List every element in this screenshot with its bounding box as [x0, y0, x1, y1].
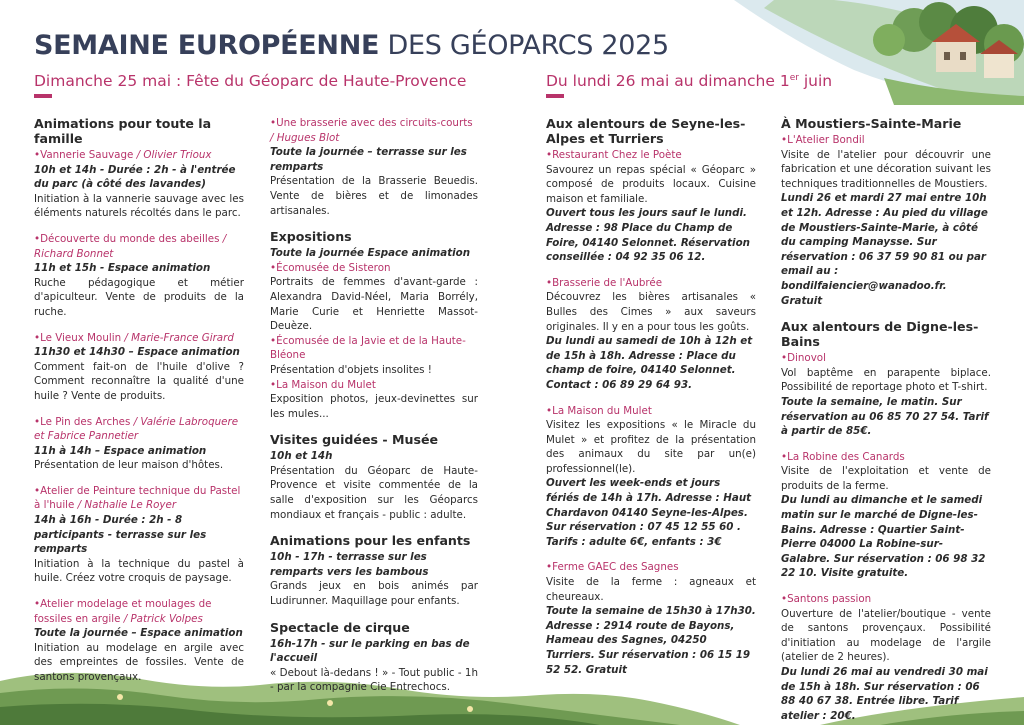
page-title: SEMAINE EUROPÉENNE DES GÉOPARCS 2025: [34, 30, 669, 61]
section-title: Aux alentours de Seyne-les-Alpes et Turriers: [546, 116, 746, 146]
column-family-activities: [34, 116, 244, 696]
column-expositions: •Une brasserie avec des circuits-courts / Hugues Blot Toute la journée – terrasse sur les remparts Présentation de la Brasserie Beuedis. Vente de bières et de limonades artisanales. Expositions Toute la journée Espace animation •Écomusée de Sisteron Portraits de femmes d'avant-garde : Alexandra David-Néel, Maria Borrély, Marie Curie et Henriette Massot-Deuèze. •Écomusée de la Javie et de la Haute-Bléone Présentation d'objets insolites ! •La Maison du Mulet Exposition photos, jeux-devinettes sur les mules... Visites guidées - Musée 10h et 14h Présentation du Géoparc de Haute-Provence et visite commentée de la salle d'exposition sur les Géoparcs mondiaux et français - public : adulte. Animations pour les enfants 10h - 17h - terrasse sur les remparts vers les bambous Grands jeux en bois animés par Ludirunner. Maquillage pour enfants. Spectacle de cirque 16h-17h - sur le parking en bas de l'accueil « Debout là-dedans ! » - Tout public - 1h - par la compagnie Cie Entrechocs.: [270, 117, 478, 694]
list-item: 16h-17h - sur le parking en bas de l'accueil « Debout là-dedans ! » - Tout public - 1h - par la compagnie Cie Entrechocs.: [270, 637, 478, 694]
list-item: •L'Atelier Bondil Visite de l'atelier pour découvrir une fabrication et une décoration suivant les techniques traditionnelles de Moustiers. Lundi 26 et mardi 27 mai entre 10h et 12h. Adresse : Au pied du village de Moustiers-Sainte-Marie, à côté du camping Manaysse. Sur réservation : 06 37 59 90 81 ou par email au : bondilfaiencier@wanadoo.fr. Gratuit: [781, 134, 991, 307]
list-item: 10h - 17h - terrasse sur les remparts vers les bambous Grands jeux en bois animés par Ludirunner. Maquillage pour enfants.: [270, 551, 478, 608]
section-title: Animations pour les enfants: [270, 533, 471, 549]
column-seyne-les-alpes: [546, 116, 756, 688]
list-item: •La Maison du Mulet Visitez les expositions « le Miracle du Mulet » et profitez de la présentation des animaux du site par un(e) professionnel(le). Ouvert les week-ends et jours fériés de 14h à 17h. Adresse : Haut Chardavon 04140 Seyne-les-Alpes. Sur réservation : 07 45 12 55 60 . Tarifs : adulte 6€, enfants : 3€: [546, 404, 756, 548]
list-item: •Le Pin des Arches / Valérie Labroquere et Fabrice Pannetier 11h à 14h – Espace animation Présentation de leur maison d'hôtes.: [34, 415, 239, 472]
left-header-accent: [34, 94, 52, 98]
column-moustiers-digne: [781, 116, 991, 725]
list-item: •Atelier de Peinture technique du Pastel à l'huile / Nathalie Le Royer 14h à 16h - Durée : 2h - 8 participants - terrasse sur les remparts Initiation à la technique du pastel à huile. Créez votre croquis de paysage.: [34, 484, 244, 585]
list-item: •Santons passion Ouverture de l'atelier/boutique - vente de santons provençaux. Possibilité d'initiation au modelage de l'argile (atelier de 2 heures). Du lundi 26 mai au vendredi 30 mai de 15h à 18h. Sur réservation : 06 88 40 67 38. Entrée libre. Tarif atelier : 20€.: [781, 593, 991, 722]
list-item: •Vannerie Sauvage / Olivier Trioux 10h et 14h - Durée : 2h - à l'entrée du parc (à côté des lavandes) Initiation à la vannerie sauvage avec les éléments naturels récoltés dans le parc.: [34, 149, 244, 220]
list-item: •Écomusée de Sisteron Portraits de femmes d'avant-garde : Alexandra David-Néel, Maria Borrély, Marie Curie et Henriette Massot-Deuèze. •Écomusée de la Javie et de la Haute-Bléone Présentation d'objets insolites ! •La Maison du Mulet Exposition photos, jeux-devinettes sur les mules...: [270, 261, 478, 420]
list-item: •Restaurant Chez le Poète Savourez un repas spécial « Géoparc » composé de produits locaux. Cuisine maison et familiale. Ouvert tous les jours sauf le lundi. Adresse : 98 Place du Champ de Foire, 04140 Selonnet. Réservation conseillée : 04 92 35 06 12.: [546, 149, 756, 264]
list-item: •La Robine des Canards Visite de l'exploitation et vente de produits de la ferme. Du lundi au dimanche et le samedi matin sur le marché de Digne-les-Bains. Adresse : Quartier Saint-Pierre 04000 La Robine-sur-Galabre. Sur réservation : 06 98 32 22 10. Visite gratuite.: [781, 450, 991, 580]
right-section-header: Du lundi 26 mai au dimanche 1er juin: [546, 72, 833, 90]
list-item: •Découverte du monde des abeilles / Richard Bonnet 11h et 15h - Espace animation Ruche pédagogique et métier d'apiculteur. Vente de produits de la ruche.: [34, 232, 244, 318]
section-title: Aux alentours de Digne-les-Bains: [781, 319, 979, 350]
right-header-accent: [546, 94, 564, 98]
section-title: Spectacle de cirque: [270, 619, 410, 635]
list-item: •Dinovol Vol baptême en parapente biplace. Possibilité de reportage photo et T-shirt. Toute la semaine, le matin. Sur réservation au 06 85 70 27 54. Tarif à partir de 85€.: [781, 352, 991, 438]
list-item: •Le Vieux Moulin / Marie-France Girard 11h30 et 14h30 – Espace animation Comment fait-on de l'huile d'olive ? Comment reconnaître la qualité d'une huile ? Vente de produits.: [34, 331, 244, 402]
list-item: •Une brasserie avec des circuits-courts / Hugues Blot Toute la journée – terrasse sur les remparts Présentation de la Brasserie Beuedis. Vente de bières et de limonades artisanales.: [270, 117, 478, 217]
section-title: Visites guidées - Musée: [270, 432, 439, 448]
left-section-header: Dimanche 25 mai : Fête du Géoparc de Haute-Provence: [34, 72, 467, 90]
section-title: Animations pour toute la famille: [34, 116, 212, 146]
section-title: À Moustiers-Sainte-Marie: [781, 116, 962, 131]
list-item: •Brasserie de l'Aubrée Découvrez les bières artisanales « Bulles des Cimes » aux saveurs originales. Il y en a pour tous les goûts. Du lundi au samedi de 10h à 12h et de 15h à 18h. Adresse : Place du champ de foire, 04140 Selonnet. Contact : 06 89 29 64 93.: [546, 276, 756, 391]
section-title: Expositions: [270, 229, 352, 245]
list-item: •Atelier modelage et moulages de fossiles en argile / Patrick Volpes Toute la journée – Espace animation Initiation au modelage en argile avec des empreintes de fossiles. Vente de santons provençaux.: [34, 598, 244, 683]
list-item: 10h et 14h Présentation du Géoparc de Haute-Provence et visite commentée de la salle d'exposition sur les Géoparcs mondiaux et français - public : adulte.: [270, 450, 478, 521]
list-item: •Ferme GAEC des Sagnes Visite de la ferme : agneaux et cheureaux. Toute la semaine de 15h30 à 17h30. Adresse : 2914 route de Bayons, Hameau des Sagnes, 04250 Turriers. Sur réservation : 06 15 19 52 52. Gratuit: [546, 561, 756, 676]
